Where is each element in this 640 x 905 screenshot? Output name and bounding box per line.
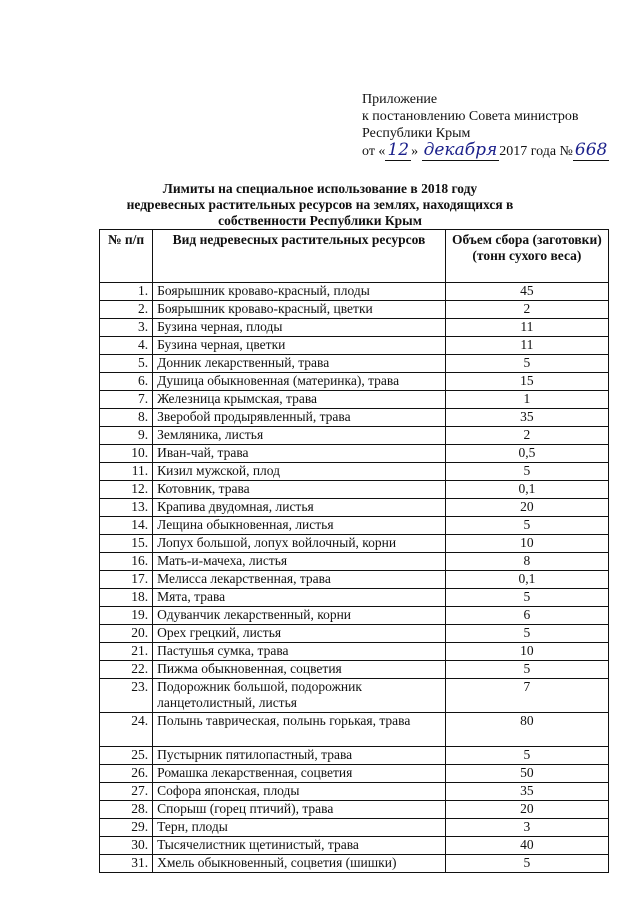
row-num: 25. xyxy=(100,747,153,765)
table-row xyxy=(100,801,609,819)
row-volume: 80 xyxy=(445,713,608,747)
document-number: 668 xyxy=(574,140,608,160)
row-volume: 5 xyxy=(445,661,608,679)
row-name: Подорожник большой, подорожник ланцетолистный, листья xyxy=(153,679,446,713)
row-name: Душица обыкновенная (материнка), трава xyxy=(153,373,446,391)
row-volume: 20 xyxy=(445,801,608,819)
row-num: 10. xyxy=(100,445,153,463)
table-row xyxy=(100,337,609,355)
row-name: Полынь таврическая, полынь горькая, трава xyxy=(153,713,446,747)
table-row xyxy=(100,625,609,643)
row-volume: 3 xyxy=(445,819,608,837)
row-volume: 2 xyxy=(445,427,608,445)
appendix-republic-line: Республики Крым xyxy=(362,126,471,141)
row-volume: 5 xyxy=(445,747,608,765)
row-volume: 10 xyxy=(445,535,608,553)
row-name: Боярышник кроваво-красный, плоды xyxy=(153,283,446,301)
row-name: Котовник, трава xyxy=(153,481,446,499)
appendix-block xyxy=(362,91,609,160)
row-name: Земляника, листья xyxy=(153,427,446,445)
row-num: 29. xyxy=(100,819,153,837)
row-volume: 5 xyxy=(445,589,608,607)
row-num: 16. xyxy=(100,553,153,571)
row-volume: 0,5 xyxy=(445,445,608,463)
row-num: 21. xyxy=(100,643,153,661)
row-volume: 1 xyxy=(445,391,608,409)
row-name: Одуванчик лекарственный, корни xyxy=(153,607,446,625)
row-volume: 11 xyxy=(445,337,608,355)
header-name: Вид недревесных растительных ресурсов xyxy=(153,230,446,283)
row-volume: 11 xyxy=(445,319,608,337)
row-volume: 2 xyxy=(445,301,608,319)
row-name: Орех грецкий, листья xyxy=(153,625,446,643)
row-name: Мать-и-мачеха, листья xyxy=(153,553,446,571)
row-volume: 5 xyxy=(445,517,608,535)
row-volume: 5 xyxy=(445,625,608,643)
appendix-label: Приложение xyxy=(362,92,438,107)
row-name: Зверобой продырявленный, трава xyxy=(153,409,446,427)
table-row xyxy=(100,409,609,427)
row-name: Пастушья сумка, трава xyxy=(153,643,446,661)
row-name: Пустырник пятилопастный, трава xyxy=(153,747,446,765)
table-row xyxy=(100,783,609,801)
table-row xyxy=(100,427,609,445)
row-num: 6. xyxy=(100,373,153,391)
row-num: 20. xyxy=(100,625,153,643)
row-volume: 35 xyxy=(445,783,608,801)
row-num: 23. xyxy=(100,679,153,713)
table-row xyxy=(100,713,609,747)
row-num: 22. xyxy=(100,661,153,679)
row-volume: 10 xyxy=(445,643,608,661)
date-mid: » xyxy=(411,144,419,159)
row-num: 5. xyxy=(100,355,153,373)
row-num: 18. xyxy=(100,589,153,607)
row-volume: 45 xyxy=(445,283,608,301)
row-name: Мята, трава xyxy=(153,589,446,607)
row-name: Бузина черная, плоды xyxy=(153,319,446,337)
header-volume: Объем сбора (заготовки) (тонн сухого веса) xyxy=(445,230,608,283)
row-volume: 15 xyxy=(445,373,608,391)
row-volume: 6 xyxy=(445,607,608,625)
date-prefix: от « xyxy=(362,144,386,159)
row-volume: 35 xyxy=(445,409,608,427)
row-num: 8. xyxy=(100,409,153,427)
row-name: Софора японская, плоды xyxy=(153,783,446,801)
row-volume: 0,1 xyxy=(445,481,608,499)
row-name: Крапива двудомная, листья xyxy=(153,499,446,517)
date-day: 12 xyxy=(387,140,410,160)
table-row xyxy=(100,607,609,625)
row-name: Донник лекарственный, трава xyxy=(153,355,446,373)
row-num: 3. xyxy=(100,319,153,337)
row-name: Тысячелистник щетинистый, трава xyxy=(153,837,446,855)
row-num: 13. xyxy=(100,499,153,517)
row-num: 11. xyxy=(100,463,153,481)
row-name: Бузина черная, цветки xyxy=(153,337,446,355)
table-row xyxy=(100,517,609,535)
row-name: Пижма обыкновенная, соцветия xyxy=(153,661,446,679)
table-row xyxy=(100,535,609,553)
row-num: 14. xyxy=(100,517,153,535)
date-month: декабря xyxy=(423,140,498,160)
row-volume: 8 xyxy=(445,553,608,571)
header-num: № п/п xyxy=(100,230,153,283)
table-row xyxy=(100,319,609,337)
row-volume: 5 xyxy=(445,463,608,481)
row-volume: 5 xyxy=(445,355,608,373)
row-name: Хмель обыкновенный, соцветия (шишки) xyxy=(153,855,446,873)
appendix-resolution-line: к постановлению Совета министров xyxy=(362,109,579,124)
table-row xyxy=(100,373,609,391)
row-name: Мелисса лекарственная, трава xyxy=(153,571,446,589)
table-row xyxy=(100,837,609,855)
row-num: 28. xyxy=(100,801,153,819)
limits-table xyxy=(99,229,609,873)
row-name: Иван-чай, трава xyxy=(153,445,446,463)
table-row xyxy=(100,499,609,517)
table-row xyxy=(100,679,609,713)
row-name: Терн, плоды xyxy=(153,819,446,837)
row-volume: 0,1 xyxy=(445,571,608,589)
table-row xyxy=(100,283,609,301)
table-header-row xyxy=(100,230,609,283)
table-row xyxy=(100,553,609,571)
row-num: 9. xyxy=(100,427,153,445)
table-row xyxy=(100,571,609,589)
table-row xyxy=(100,355,609,373)
row-num: 12. xyxy=(100,481,153,499)
table-row xyxy=(100,481,609,499)
row-num: 17. xyxy=(100,571,153,589)
row-name: Кизил мужской, плод xyxy=(153,463,446,481)
table-row xyxy=(100,589,609,607)
row-num: 1. xyxy=(100,283,153,301)
date-year: 2017 года № xyxy=(499,144,573,159)
row-num: 30. xyxy=(100,837,153,855)
row-num: 7. xyxy=(100,391,153,409)
table-row xyxy=(100,855,609,873)
table-body xyxy=(100,283,609,873)
table-row xyxy=(100,643,609,661)
row-num: 15. xyxy=(100,535,153,553)
row-name: Боярышник кроваво-красный, цветки xyxy=(153,301,446,319)
row-num: 19. xyxy=(100,607,153,625)
row-name: Ромашка лекарственная, соцветия xyxy=(153,765,446,783)
table-row xyxy=(100,819,609,837)
table-row xyxy=(100,463,609,481)
row-name: Спорыш (горец птичий), трава xyxy=(153,801,446,819)
row-volume: 5 xyxy=(445,855,608,873)
appendix-date-line xyxy=(362,142,609,160)
row-name: Лопух большой, лопух войлочный, корни xyxy=(153,535,446,553)
table-row xyxy=(100,661,609,679)
row-volume: 40 xyxy=(445,837,608,855)
table-row xyxy=(100,765,609,783)
row-num: 4. xyxy=(100,337,153,355)
row-num: 26. xyxy=(100,765,153,783)
document-title: Лимиты на специальное использование в 2018 году недревесных растительных ресурсов на землях, находящихся в собственности Республики Крым xyxy=(126,181,514,228)
row-volume: 7 xyxy=(445,679,608,713)
row-volume: 20 xyxy=(445,499,608,517)
table-row xyxy=(100,747,609,765)
table-row xyxy=(100,445,609,463)
table-row xyxy=(100,301,609,319)
row-num: 24. xyxy=(100,713,153,747)
table-row xyxy=(100,391,609,409)
row-num: 2. xyxy=(100,301,153,319)
row-volume: 50 xyxy=(445,765,608,783)
row-name: Лещина обыкновенная, листья xyxy=(153,517,446,535)
row-num: 31. xyxy=(100,855,153,873)
row-num: 27. xyxy=(100,783,153,801)
row-name: Железница крымская, трава xyxy=(153,391,446,409)
